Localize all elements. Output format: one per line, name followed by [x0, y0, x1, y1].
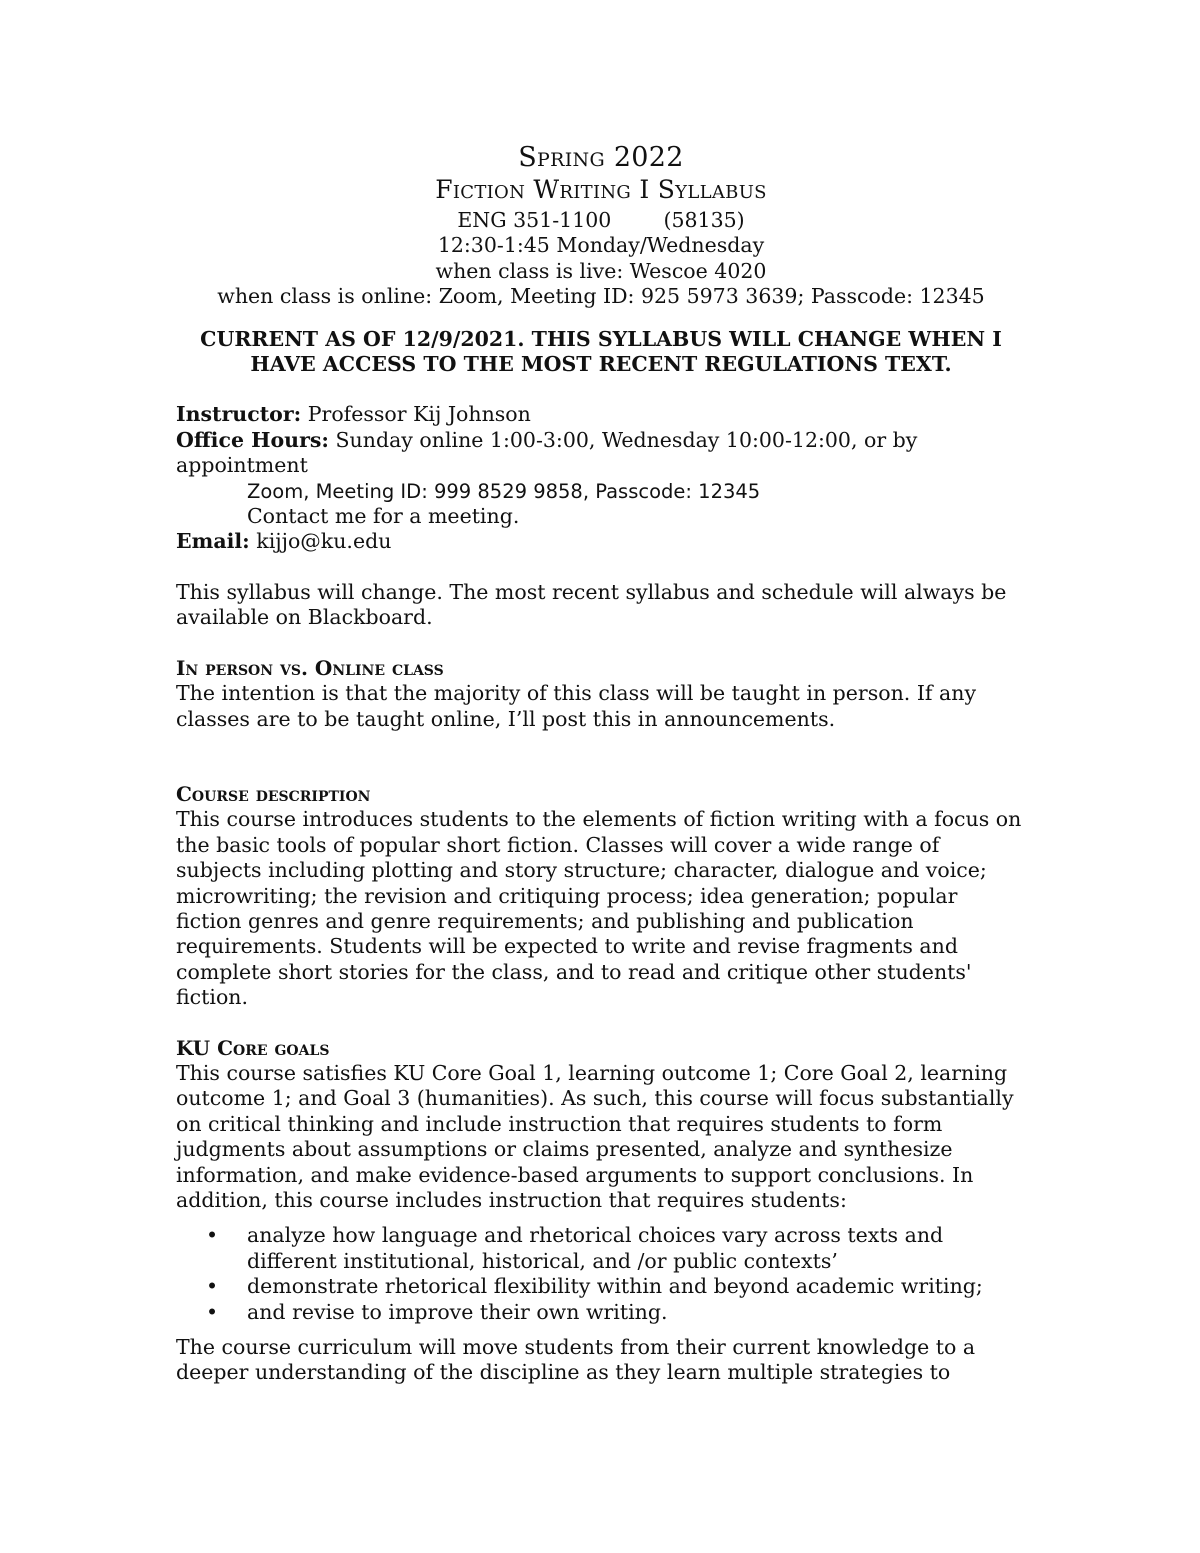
list-item-text: analyze how language and rhetorical choices vary across texts and different institutional, historical, and /or public contexts’ [247, 1223, 944, 1273]
section-heading-description: Course description [176, 781, 371, 806]
contact-meeting-line: Contact me for a meeting. [247, 504, 520, 529]
office-hours-line [176, 428, 1026, 479]
current-notice [176, 327, 1026, 378]
intro-paragraph: This syllabus will change. The most recent syllabus and schedule will always be available on Blackboard. [176, 579, 1007, 630]
bullet-icon: • [206, 1223, 219, 1248]
core-goals-list [176, 1223, 1026, 1325]
office-zoom-line: Zoom, Meeting ID: 999 8529 9858, Passcode: 12345 [247, 479, 761, 503]
list-item [176, 1274, 1026, 1299]
course-number: ENG 351-1100 (58135) [457, 208, 745, 232]
email-line [176, 529, 1026, 554]
list-item-text: and revise to improve their own writing. [247, 1299, 668, 1324]
office-hours-value: Sunday online 1:00-3:00, Wednesday 10:00-12:00, or by appointment [176, 427, 918, 478]
notice-line-1: CURRENT AS OF 12/9/2021. THIS SYLLABUS WILL CHANGE WHEN I [200, 326, 1002, 351]
list-item [176, 1223, 1026, 1274]
document-body [176, 142, 1026, 1386]
section-heading-in-person: In person vs. Online class [176, 655, 444, 680]
bullet-icon: • [206, 1299, 219, 1324]
section-body-description: This course introduces students to the elements of fiction writing with a focus on the basic tools of popular short fiction. Classes will cover a wide range of subjects including plotting and story structure; character, dialogue and voice; microwriting; the revision and critiquing process; idea generation; popular fiction genres and genre requirements; and publishing and publication requirements. Students will be expected to write and revise fragments and complete short stories for the class, and to read and critique other students' fiction. [176, 807, 1022, 1010]
section-heading-core-goals: KU Core goals [176, 1035, 330, 1060]
bullet-icon: • [206, 1274, 219, 1299]
live-location: when class is live: Wescoe 4020 [435, 258, 767, 283]
email-value[interactable]: kijjo@ku.edu [249, 529, 392, 554]
contact-block [176, 402, 1026, 554]
section-body-core-goals: This course satisfies KU Core Goal 1, learning outcome 1; Core Goal 2, learning outcome 1; and Goal 3 (humanities). As such, this course will focus substantially on critical thinking and include instruction that requires students to form judgments about assumptions or claims presented, analyze and synthesize information, and make evidence-based arguments to support conclusions. In addition, this course includes instruction that requires students: [176, 1060, 1014, 1212]
list-item [176, 1300, 1026, 1325]
instructor-line [176, 402, 1026, 427]
term-heading: Spring 2022 [518, 142, 684, 173]
list-item-text: demonstrate rhetorical flexibility within and beyond academic writing; [247, 1274, 983, 1299]
online-location: when class is online: Zoom, Meeting ID: 925 5973 3639; Passcode: 12345 [217, 284, 985, 309]
section-body-in-person: The intention is that the majority of this class will be taught in person. If any classes are to be taught online, I’ll post this in announcements. [176, 681, 977, 731]
instructor-label: Instructor: [176, 402, 302, 427]
instructor-value: Professor Kij Johnson [301, 402, 531, 427]
class-time: 12:30-1:45 Monday/Wednesday [437, 233, 765, 258]
notice-line-2: HAVE ACCESS TO THE MOST RECENT REGULATIONS TEXT. [250, 352, 952, 377]
document-title: Fiction Writing I Syllabus [435, 175, 767, 204]
closing-paragraph: The course curriculum will move students from their current knowledge to a deeper understanding of the discipline as they learn multiple strategies to [176, 1335, 976, 1385]
office-hours-label: Office Hours: [176, 427, 329, 452]
email-label: Email: [176, 529, 250, 554]
